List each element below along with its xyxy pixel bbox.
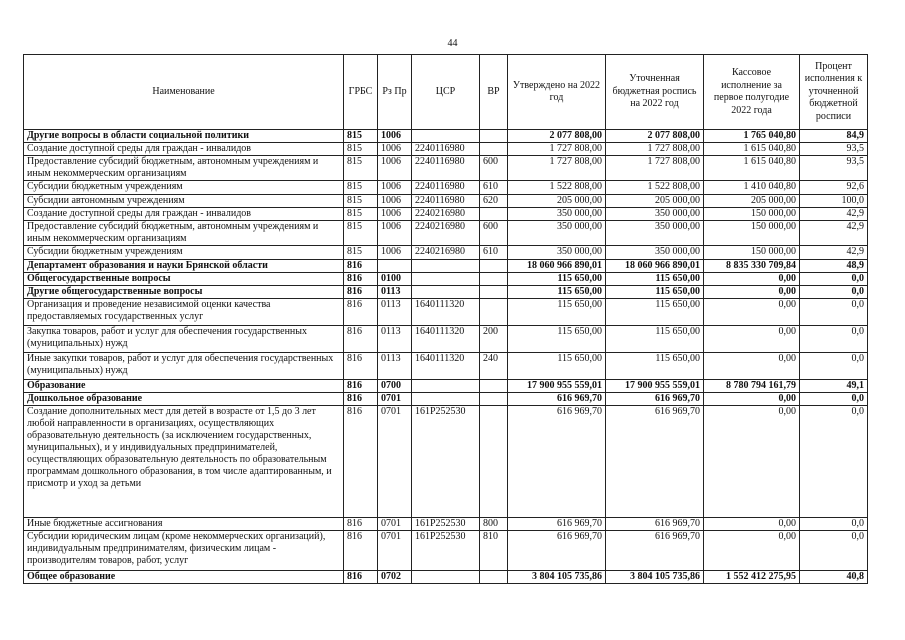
- cell-approved: 350 000,00: [508, 221, 606, 246]
- cell-csr: [412, 286, 480, 299]
- cell-csr: 2240116980: [412, 181, 480, 195]
- cell-vr: [480, 273, 508, 286]
- cell-percent: 0,0: [800, 393, 868, 406]
- cell-rzpr: 0702: [378, 571, 412, 584]
- cell-refined: 115 650,00: [606, 286, 704, 299]
- cell-name: Создание дополнительных мест для детей в возрасте от 1,5 до 3 лет любой направленности в организациях, осуществляющих образовательную деятельность (за исключением государственных, муниципальных), и у индивидуальных предпринимателей, осуществляющих образовательную деятельность по образовательным программам дошкольного образования, в том числе адаптированным, и присмотр и уход за детьми: [24, 406, 344, 518]
- cell-executed: 8 835 330 709,84: [704, 260, 800, 273]
- cell-rzpr: 1006: [378, 208, 412, 221]
- cell-executed: 150 000,00: [704, 221, 800, 246]
- cell-refined: 3 804 105 735,86: [606, 571, 704, 584]
- cell-executed: 150 000,00: [704, 246, 800, 260]
- cell-executed: 0,00: [704, 326, 800, 353]
- cell-approved: 350 000,00: [508, 208, 606, 221]
- cell-refined: 115 650,00: [606, 299, 704, 326]
- cell-rzpr: [378, 260, 412, 273]
- cell-grbs: 816: [344, 273, 378, 286]
- cell-percent: 49,1: [800, 380, 868, 393]
- cell-grbs: 815: [344, 130, 378, 143]
- cell-approved: 616 969,70: [508, 531, 606, 571]
- cell-rzpr: 0113: [378, 299, 412, 326]
- cell-percent: 0,0: [800, 273, 868, 286]
- cell-grbs: 815: [344, 208, 378, 221]
- table-row: [24, 393, 868, 406]
- cell-approved: 2 077 808,00: [508, 130, 606, 143]
- header-executed: Кассовое исполнение за первое полугодие 2022 года: [704, 55, 800, 130]
- cell-approved: 17 900 955 559,01: [508, 380, 606, 393]
- cell-rzpr: 1006: [378, 221, 412, 246]
- cell-csr: 161P252530: [412, 406, 480, 518]
- cell-csr: 2240116980: [412, 143, 480, 156]
- cell-refined: 616 969,70: [606, 393, 704, 406]
- cell-csr: 1640111320: [412, 326, 480, 353]
- cell-rzpr: 1006: [378, 130, 412, 143]
- cell-grbs: 816: [344, 531, 378, 571]
- cell-rzpr: 1006: [378, 246, 412, 260]
- header-csr: ЦСР: [412, 55, 480, 130]
- cell-percent: 42,9: [800, 221, 868, 246]
- cell-csr: 2240216980: [412, 246, 480, 260]
- cell-executed: 0,00: [704, 353, 800, 380]
- cell-refined: 18 060 966 890,01: [606, 260, 704, 273]
- table-row: [24, 246, 868, 260]
- header-percent: Процент исполнения к уточненной бюджетной росписи: [800, 55, 868, 130]
- cell-rzpr: 0701: [378, 531, 412, 571]
- cell-csr: [412, 380, 480, 393]
- page-number: 44: [447, 38, 458, 49]
- cell-approved: 115 650,00: [508, 273, 606, 286]
- table-row: [24, 531, 868, 571]
- cell-csr: [412, 260, 480, 273]
- cell-csr: [412, 273, 480, 286]
- cell-vr: 200: [480, 326, 508, 353]
- table-header: [24, 55, 868, 130]
- cell-grbs: 816: [344, 286, 378, 299]
- table-row: [24, 406, 868, 518]
- cell-executed: 1 410 040,80: [704, 181, 800, 195]
- cell-refined: 616 969,70: [606, 531, 704, 571]
- cell-vr: [480, 143, 508, 156]
- table-row: [24, 571, 868, 584]
- cell-name: Организация и проведение независимой оценки качества предоставляемых государственных услуг: [24, 299, 344, 326]
- cell-vr: [480, 571, 508, 584]
- header-approved: Утверждено на 2022 год: [508, 55, 606, 130]
- cell-refined: 616 969,70: [606, 518, 704, 531]
- cell-csr: 2240116980: [412, 195, 480, 208]
- cell-name: Создание доступной среды для граждан - инвалидов: [24, 143, 344, 156]
- cell-executed: 0,00: [704, 531, 800, 571]
- cell-name: Другие общегосударственные вопросы: [24, 286, 344, 299]
- cell-percent: 42,9: [800, 246, 868, 260]
- cell-vr: 600: [480, 221, 508, 246]
- cell-approved: 115 650,00: [508, 353, 606, 380]
- cell-rzpr: 1006: [378, 143, 412, 156]
- cell-refined: 350 000,00: [606, 246, 704, 260]
- cell-name: Общегосударственные вопросы: [24, 273, 344, 286]
- cell-approved: 115 650,00: [508, 299, 606, 326]
- cell-rzpr: 1006: [378, 195, 412, 208]
- cell-percent: 0,0: [800, 326, 868, 353]
- cell-percent: 0,0: [800, 299, 868, 326]
- cell-grbs: 816: [344, 353, 378, 380]
- cell-approved: 1 727 808,00: [508, 156, 606, 181]
- cell-grbs: 815: [344, 221, 378, 246]
- cell-percent: 92,6: [800, 181, 868, 195]
- table-row: [24, 156, 868, 181]
- cell-refined: 115 650,00: [606, 273, 704, 286]
- cell-rzpr: 0113: [378, 286, 412, 299]
- cell-grbs: 816: [344, 380, 378, 393]
- cell-executed: 150 000,00: [704, 208, 800, 221]
- cell-approved: 1 522 808,00: [508, 181, 606, 195]
- cell-percent: 0,0: [800, 286, 868, 299]
- cell-name: Другие вопросы в области социальной политики: [24, 130, 344, 143]
- cell-grbs: 815: [344, 246, 378, 260]
- cell-grbs: 815: [344, 143, 378, 156]
- cell-name: Субсидии бюджетным учреждениям: [24, 246, 344, 260]
- cell-name: Иные закупки товаров, работ и услуг для обеспечения государственных (муниципальных) нужд: [24, 353, 344, 380]
- table-row: [24, 221, 868, 246]
- cell-grbs: 816: [344, 518, 378, 531]
- table-row: [24, 273, 868, 286]
- table-row: [24, 286, 868, 299]
- cell-approved: 3 804 105 735,86: [508, 571, 606, 584]
- cell-executed: 0,00: [704, 393, 800, 406]
- header-name: Наименование: [24, 55, 344, 130]
- cell-percent: 0,0: [800, 353, 868, 380]
- cell-name: Закупка товаров, работ и услуг для обеспечения государственных (муниципальных) нужд: [24, 326, 344, 353]
- cell-refined: 1 522 808,00: [606, 181, 704, 195]
- cell-csr: 2240216980: [412, 221, 480, 246]
- cell-vr: 800: [480, 518, 508, 531]
- cell-approved: 18 060 966 890,01: [508, 260, 606, 273]
- cell-vr: [480, 208, 508, 221]
- cell-name: Дошкольное образование: [24, 393, 344, 406]
- cell-rzpr: 1006: [378, 181, 412, 195]
- cell-approved: 350 000,00: [508, 246, 606, 260]
- cell-name: Предоставление субсидий бюджетным, автономным учреждениям и иным некоммерческим организациям: [24, 221, 344, 246]
- cell-grbs: 816: [344, 393, 378, 406]
- cell-executed: 1 615 040,80: [704, 143, 800, 156]
- cell-csr: 161P252530: [412, 531, 480, 571]
- table-row: [24, 326, 868, 353]
- cell-executed: 0,00: [704, 518, 800, 531]
- cell-vr: 610: [480, 181, 508, 195]
- cell-rzpr: 0113: [378, 353, 412, 380]
- cell-refined: 1 727 808,00: [606, 156, 704, 181]
- cell-grbs: 815: [344, 195, 378, 208]
- table-row: [24, 299, 868, 326]
- cell-executed: 205 000,00: [704, 195, 800, 208]
- cell-rzpr: 0113: [378, 326, 412, 353]
- cell-grbs: 816: [344, 299, 378, 326]
- cell-name: Субсидии автономным учреждениям: [24, 195, 344, 208]
- cell-name: Субсидии юридическим лицам (кроме некоммерческих организаций), индивидуальным предпринимателям, физическим лицам - производителям товаров, работ, услуг: [24, 531, 344, 571]
- table-row: [24, 195, 868, 208]
- cell-grbs: 815: [344, 156, 378, 181]
- cell-executed: 0,00: [704, 406, 800, 518]
- cell-refined: 2 077 808,00: [606, 130, 704, 143]
- cell-vr: 810: [480, 531, 508, 571]
- cell-vr: [480, 286, 508, 299]
- cell-refined: 205 000,00: [606, 195, 704, 208]
- table-row: [24, 380, 868, 393]
- cell-name: Субсидии бюджетным учреждениям: [24, 181, 344, 195]
- header-refined: Уточненная бюджетная роспись на 2022 год: [606, 55, 704, 130]
- cell-refined: 350 000,00: [606, 221, 704, 246]
- cell-approved: 616 969,70: [508, 406, 606, 518]
- cell-rzpr: 0701: [378, 518, 412, 531]
- cell-vr: [480, 406, 508, 518]
- cell-executed: 0,00: [704, 286, 800, 299]
- cell-name: Общее образование: [24, 571, 344, 584]
- cell-vr: [480, 380, 508, 393]
- cell-percent: 100,0: [800, 195, 868, 208]
- cell-grbs: 816: [344, 406, 378, 518]
- cell-csr: 1640111320: [412, 353, 480, 380]
- table-row: [24, 353, 868, 380]
- cell-percent: 0,0: [800, 518, 868, 531]
- cell-refined: 17 900 955 559,01: [606, 380, 704, 393]
- cell-percent: 42,9: [800, 208, 868, 221]
- cell-name: Департамент образования и науки Брянской области: [24, 260, 344, 273]
- cell-name: Создание доступной среды для граждан - инвалидов: [24, 208, 344, 221]
- cell-grbs: 816: [344, 571, 378, 584]
- cell-executed: 1 615 040,80: [704, 156, 800, 181]
- cell-vr: [480, 260, 508, 273]
- table-row: [24, 130, 868, 143]
- cell-refined: 1 727 808,00: [606, 143, 704, 156]
- cell-vr: 610: [480, 246, 508, 260]
- cell-approved: 205 000,00: [508, 195, 606, 208]
- cell-percent: 40,8: [800, 571, 868, 584]
- cell-approved: 616 969,70: [508, 518, 606, 531]
- table-body: [24, 130, 868, 584]
- table-row: [24, 260, 868, 273]
- table-row: [24, 208, 868, 221]
- cell-executed: 1 552 412 275,95: [704, 571, 800, 584]
- cell-vr: [480, 130, 508, 143]
- cell-grbs: 816: [344, 260, 378, 273]
- cell-rzpr: 0100: [378, 273, 412, 286]
- cell-vr: [480, 393, 508, 406]
- cell-refined: 115 650,00: [606, 326, 704, 353]
- cell-grbs: 816: [344, 326, 378, 353]
- cell-vr: 620: [480, 195, 508, 208]
- cell-percent: 93,5: [800, 156, 868, 181]
- cell-percent: 0,0: [800, 531, 868, 571]
- cell-csr: 1640111320: [412, 299, 480, 326]
- cell-vr: [480, 299, 508, 326]
- table-row: [24, 143, 868, 156]
- budget-table: [23, 54, 868, 584]
- cell-percent: 0,0: [800, 406, 868, 518]
- cell-rzpr: 0701: [378, 393, 412, 406]
- cell-executed: 8 780 794 161,79: [704, 380, 800, 393]
- cell-percent: 48,9: [800, 260, 868, 273]
- cell-refined: 616 969,70: [606, 406, 704, 518]
- cell-percent: 84,9: [800, 130, 868, 143]
- cell-csr: 2240116980: [412, 156, 480, 181]
- header-vr: ВР: [480, 55, 508, 130]
- header-rzpr: Рз Пр: [378, 55, 412, 130]
- cell-vr: 600: [480, 156, 508, 181]
- cell-csr: [412, 571, 480, 584]
- cell-name: Образование: [24, 380, 344, 393]
- cell-rzpr: 0700: [378, 380, 412, 393]
- cell-executed: 0,00: [704, 299, 800, 326]
- cell-csr: 2240216980: [412, 208, 480, 221]
- cell-csr: [412, 393, 480, 406]
- cell-percent: 93,5: [800, 143, 868, 156]
- cell-executed: 0,00: [704, 273, 800, 286]
- cell-csr: 161P252530: [412, 518, 480, 531]
- cell-approved: 115 650,00: [508, 326, 606, 353]
- cell-vr: 240: [480, 353, 508, 380]
- table-row: [24, 181, 868, 195]
- cell-refined: 115 650,00: [606, 353, 704, 380]
- cell-rzpr: 1006: [378, 156, 412, 181]
- cell-name: Иные бюджетные ассигнования: [24, 518, 344, 531]
- cell-refined: 350 000,00: [606, 208, 704, 221]
- cell-csr: [412, 130, 480, 143]
- header-grbs: ГРБС: [344, 55, 378, 130]
- cell-grbs: 815: [344, 181, 378, 195]
- cell-name: Предоставление субсидий бюджетным, автономным учреждениям и иным некоммерческим организациям: [24, 156, 344, 181]
- cell-approved: 1 727 808,00: [508, 143, 606, 156]
- cell-executed: 1 765 040,80: [704, 130, 800, 143]
- table-row: [24, 518, 868, 531]
- cell-approved: 115 650,00: [508, 286, 606, 299]
- cell-rzpr: 0701: [378, 406, 412, 518]
- cell-approved: 616 969,70: [508, 393, 606, 406]
